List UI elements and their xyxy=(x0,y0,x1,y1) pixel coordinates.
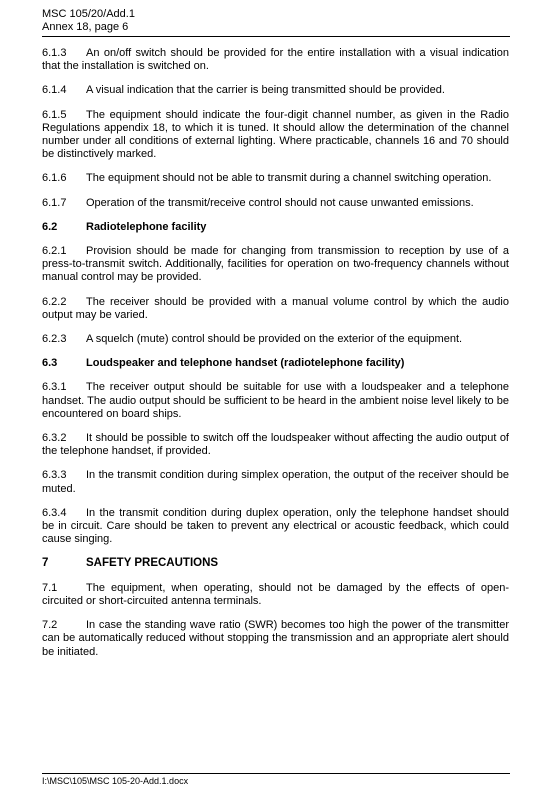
section-title: SAFETY PRECAUTIONS xyxy=(86,557,219,570)
paragraph-text: The equipment should not be able to transmit during a channel switching operation. xyxy=(86,172,492,185)
header-divider xyxy=(42,36,510,37)
paragraph-text: In the transmit condition during duplex operation, only the telephone handset should be in circuit. Care should be taken to prevent any electrical or acoustic feedback, which could cause singing. xyxy=(42,506,509,546)
paragraph-number: 6.1.7 xyxy=(42,196,67,209)
footer-divider xyxy=(42,773,510,774)
paragraph-text: An on/off switch should be provided for the entire installation with a visual indication that the installation is switched on. xyxy=(42,47,509,73)
paragraph-6-1-7 xyxy=(42,197,509,210)
section-heading-6-3 xyxy=(42,357,509,370)
document-body xyxy=(42,47,509,670)
paragraph-number: 6.3.3 xyxy=(42,469,67,482)
paragraph-6-3-2 xyxy=(42,432,509,458)
paragraph-6-2-1 xyxy=(42,245,509,285)
paragraph-text: A squelch (mute) control should be provided on the exterior of the equipment. xyxy=(86,333,463,346)
paragraph-7-2 xyxy=(42,619,509,659)
paragraph-number: 6.1.5 xyxy=(42,108,67,121)
page-header xyxy=(42,8,135,34)
paragraph-7-1 xyxy=(42,582,509,608)
paragraph-number: 6.1.4 xyxy=(42,84,67,97)
paragraph-6-1-5 xyxy=(42,109,509,162)
paragraph-text: In case the standing wave ratio (SWR) becomes too high the power of the transmitter can be automatically reduced without stopping the transmission and an appropriate alert should be initiated. xyxy=(42,619,509,658)
paragraph-text: The receiver output should be suitable for use with a loudspeaker and a telephone handset. The audio output should be sufficient to be heard in the ambient noise level likely to be encountered on board ships. xyxy=(42,381,509,420)
paragraph-number: 6.1.3 xyxy=(42,47,67,59)
paragraph-text: A visual indication that the carrier is being transmitted should be provided. xyxy=(86,84,445,97)
section-number: 7 xyxy=(42,557,49,570)
paragraph-number: 6.1.6 xyxy=(42,172,67,185)
paragraph-number: 6.2.3 xyxy=(42,333,67,346)
paragraph-6-1-4 xyxy=(42,84,509,97)
paragraph-6-1-6 xyxy=(42,172,509,185)
paragraph-number: 6.3.1 xyxy=(42,381,67,394)
file-path-footer: I:\MSC\105\MSC 105-20-Add.1.docx xyxy=(42,776,189,786)
paragraph-6-3-4 xyxy=(42,507,509,547)
paragraph-text: In the transmit condition during simplex operation, the output of the receiver should be muted. xyxy=(42,469,509,495)
paragraph-text: It should be possible to switch off the loudspeaker without affecting the audio output of the telephone handset, if provided. xyxy=(42,432,509,458)
paragraph-number: 6.3.4 xyxy=(42,506,67,519)
paragraph-number: 7.2 xyxy=(42,619,58,632)
paragraph-number: 6.3.2 xyxy=(42,432,67,445)
paragraph-text: Operation of the transmit/receive control should not cause unwanted emissions. xyxy=(86,196,474,209)
paragraph-text: Provision should be made for changing from transmission to reception by use of a press-to-transmit switch. Additionally, facilities for operation on two-frequency channels without manual control may be provided. xyxy=(42,245,509,284)
document-symbol: MSC 105/20/Add.1 xyxy=(42,8,135,20)
paragraph-6-3-3 xyxy=(42,469,509,495)
section-title: Radiotelephone facility xyxy=(86,220,207,233)
paragraph-text: The equipment, when operating, should not be damaged by the effects of open-circuited or short-circuited antenna terminals. xyxy=(42,581,509,607)
paragraph-6-3-1 xyxy=(42,381,509,421)
paragraph-6-2-3 xyxy=(42,333,509,346)
paragraph-6-2-2 xyxy=(42,296,509,322)
paragraph-6-1-3 xyxy=(42,47,509,73)
annex-page-label: Annex 18, page 6 xyxy=(42,21,129,33)
section-heading-7 xyxy=(42,557,509,570)
paragraph-text: The equipment should indicate the four-digit channel number, as given in the Radio Regulations appendix 18, to which it is tuned. It should allow the determination of the channel number under all conditions of external lighting. Where practicable, channels 16 and 70 should be distinctively marked. xyxy=(42,108,509,161)
paragraph-number: 6.2.2 xyxy=(42,295,67,308)
paragraph-number: 6.2.1 xyxy=(42,245,67,258)
section-number: 6.3 xyxy=(42,357,58,370)
paragraph-text: The receiver should be provided with a manual volume control by which the audio output may be varied. xyxy=(42,295,509,321)
section-title: Loudspeaker and telephone handset (radiotelephone facility) xyxy=(86,357,405,370)
section-number: 6.2 xyxy=(42,220,58,233)
paragraph-number: 7.1 xyxy=(42,581,58,594)
section-heading-6-2 xyxy=(42,221,509,234)
